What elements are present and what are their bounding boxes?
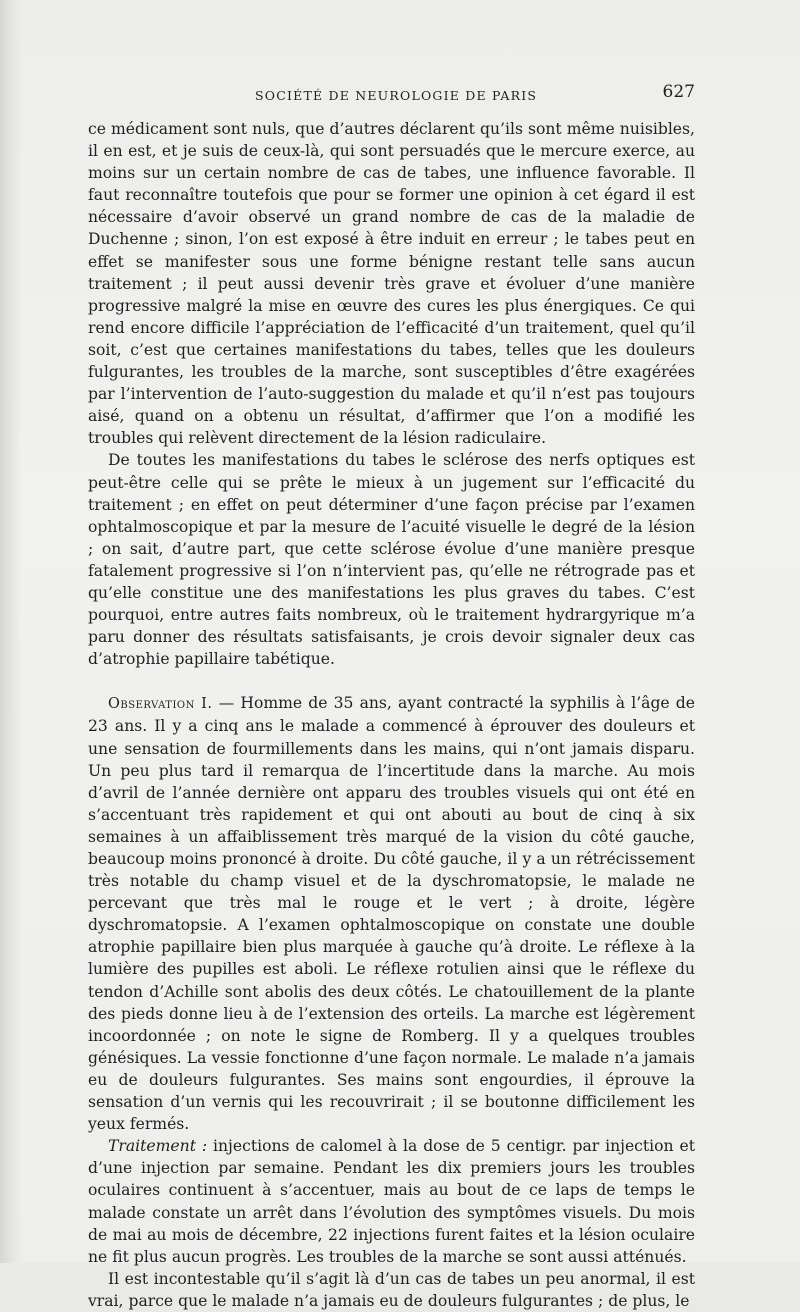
treatment-label: Traitement :: [108, 1137, 208, 1156]
page-number: 627: [662, 82, 695, 102]
running-title: SOCIÉTÉ DE NEUROLOGIE DE PARIS: [255, 88, 538, 103]
observation-paragraph: [88, 692, 695, 1135]
treatment-paragraph: [88, 1135, 695, 1268]
paragraph-continued: ce médicament sont nuls, que d’autres déclarent qu’ils sont même nuisibles, il en est, et je suis de ceux-là, qui sont persuadés que le mercure exerce, au moins sur un certain nombre de cas de tabes, une influence favorable. Il faut reconnaître toutefois que pour se former une opinion à cet égard il est nécessaire d’avoir observé un grand nombre de cas de la maladie de Duchenne ; sinon, l’on est exposé à être induit en erreur ; le tabes peut en effet se manifester sous une forme bénigne restant telle sans aucun traitement ; il peut aussi devenir très grave et évoluer d’une manière progressive malgré la mise en œuvre des cures les plus énergiques. Ce qui rend encore difficile l’appréciation de l’efficacité d’un traitement, quel qu’il soit, c’est que certaines manifestations du tabes, telles que les douleurs fulgurantes, les troubles de la marche, sont susceptibles d’être exagérées par l’intervention de l’auto-suggestion du malade et qu’il n’est pas toujours aisé, quand on a obtenu un résultat, d’affirmer que l’on a modifié les troubles qui relèvent directement de la lésion radiculaire.: [88, 120, 695, 448]
body-text: [88, 118, 695, 1312]
observation-label: Observation I.: [108, 696, 213, 713]
binding-shadow: [0, 0, 22, 1263]
observation-text: — Homme de 35 ans, ayant contracté la syphilis à l’âge de 23 ans. Il y a cinq ans le malade a commencé à éprouver des douleurs et une sensation de fourmillements dans les mains, qui n’ont jamais disparu. Un peu plus tard il remarqua de l’incertitude dans la marche. Au mois d’avril de l’année dernière ont apparu des troubles visuels qui ont été en s’accentuant très rapidement et qui ont abouti au bout de cinq à six semaines à un affaiblissement très marqué de la vision du côté gauche, beaucoup moins prononcé à droite. Du côté gauche, il y a un rétrécissement très notable du champ visuel et de la dyschromatopsie, le malade ne percevant que très mal le rouge et le vert ; à droite, légère dyschromatopsie. A l’examen ophtalmoscopique on constate une double atrophie papillaire bien plus marquée à gauche qu’à droite. Le réflexe à la lumière des pupilles est aboli. Le réflexe rotulien ainsi que le réflexe du tendon d’Achille sont abolis des deux côtés. Le chatouillement de la plante des pieds donne lieu à de l’extension des orteils. La marche est légèrement incoordonnée ; on note le signe de Romberg. Il y a quelques troubles génésiques. La vessie fonctionne d’une façon normale. Le malade n’a jamais eu de douleurs fulgurantes. Ses mains sont engourdies, il éprouve la sensation d’un vernis qui les recouvrirait ; il se boutonne difficilement les yeux fermés.: [88, 694, 696, 1134]
paragraph-optic-sclerosis: De toutes les manifestations du tabes le sclérose des nerfs optiques est peut-être celle qui se prête le mieux à un jugement sur l’efficacité du traitement ; en effet on peut déterminer d’une façon précise par l’examen ophtalmoscopique et par la mesure de l’acuité visuelle le degré de la lésion ; on sait, d’autre part, que cette sclérose évolue d’une manière presque fatalement progressive si l’on n’intervient pas, qu’elle ne rétrograde pas et qu’elle constitue une des manifestations les plus graves du tabes. C’est pourquoi, entre autres faits nombreux, où le traitement hydrargyrique m’a paru donner des résultats satisfaisants, je crois devoir signaler deux cas d’atrophie papillaire tabétique.: [88, 451, 695, 669]
treatment-text: injections de calomel à la dose de 5 centigr. par injection et d’une injection par semaine. Pendant les dix premiers jours les troubles oculaires continuent à s’accentuer, mais au bout de ce laps de temps le malade constate un arrêt dans l’évolution des symptômes visuels. Du mois de mai au mois de décembre, 22 injections furent faites et la lésion oculaire ne fit plus aucun progrès. Les troubles de la marche se sont aussi atténués.: [88, 1137, 695, 1266]
paragraph-final: Il est incontestable qu’il s’agit là d’un cas de tabes un peu anormal, il est vrai, parce que le malade n’a jamais eu de douleurs fulgurantes ; de plus, le: [88, 1269, 695, 1310]
